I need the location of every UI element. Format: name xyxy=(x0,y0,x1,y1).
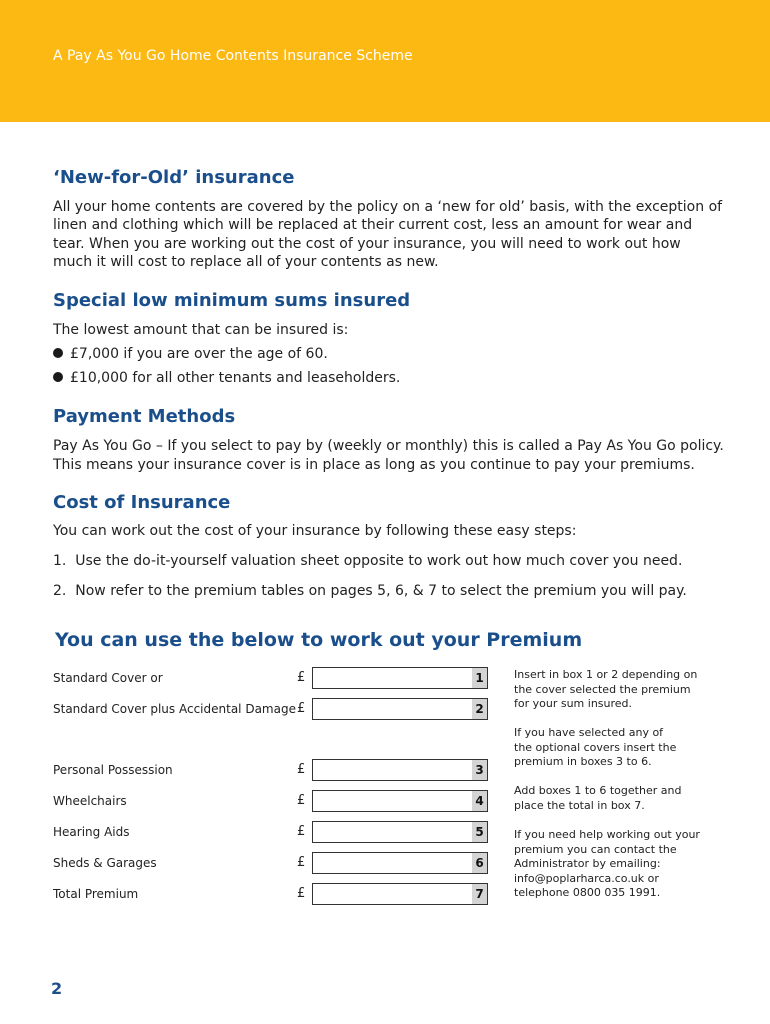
note-optional-covers xyxy=(514,726,714,770)
pound-sign: £ xyxy=(297,762,306,777)
minimum-sums-intro: The lowest amount that can be insured is: xyxy=(53,322,349,338)
note-line: Insert in box 1 or 2 depending on xyxy=(514,668,698,681)
heading-minimum-sums: Special low minimum sums insured xyxy=(53,290,411,311)
box-number: 3 xyxy=(472,760,487,780)
form-label-wheelchairs: Wheelchairs xyxy=(53,794,127,808)
heading-new-for-old: ‘New-for-Old’ insurance xyxy=(53,167,295,188)
premium-input-4[interactable] xyxy=(315,792,469,810)
form-label-total-premium: Total Premium xyxy=(53,887,139,901)
paragraph-line: Pay As You Go – If you select to pay by (weekly or monthly) this is called a Pay As You Go policy. xyxy=(53,438,724,454)
pound-sign: £ xyxy=(297,855,306,870)
premium-input-6[interactable] xyxy=(315,854,469,872)
bullet-text: £10,000 for all other tenants and leaseholders. xyxy=(70,370,401,386)
form-label-standard-cover: Standard Cover or xyxy=(53,671,163,685)
note-line: place the total in box 7. xyxy=(514,798,645,812)
paragraph-line: much it will cost to replace all of your contents as new. xyxy=(53,254,439,270)
bullet-item xyxy=(53,370,400,386)
note-line: premium you can contact the xyxy=(514,842,677,856)
bullet-icon xyxy=(53,372,63,382)
header-banner xyxy=(0,0,770,122)
pound-sign: £ xyxy=(297,670,306,685)
step-item: 2. Now refer to the premium tables on pages 5, 6, & 7 to select the premium you will pay. xyxy=(53,583,687,599)
premium-input-2[interactable] xyxy=(315,700,469,718)
heading-premium-form: You can use the below to work out your Premium xyxy=(55,629,583,651)
box-number: 4 xyxy=(472,791,487,811)
box-number: 5 xyxy=(472,822,487,842)
paragraph-line: This means your insurance cover is in place as long as you continue to pay your premiums. xyxy=(53,457,695,473)
bullet-text: £7,000 if you are over the age of 60. xyxy=(70,346,328,362)
pound-sign: £ xyxy=(297,793,306,808)
box-number: 7 xyxy=(472,884,487,904)
note-contact xyxy=(514,828,714,901)
form-label-accidental-damage: Standard Cover plus Accidental Damage xyxy=(53,702,296,716)
note-box-1-2 xyxy=(514,668,714,712)
premium-input-1[interactable] xyxy=(315,669,469,687)
premium-input-5[interactable] xyxy=(315,823,469,841)
pound-sign: £ xyxy=(297,886,306,901)
form-label-sheds-garages: Sheds & Garages xyxy=(53,856,157,870)
note-total xyxy=(514,784,714,813)
box-number: 2 xyxy=(472,699,487,719)
premium-box-7[interactable] xyxy=(312,883,488,905)
paragraph-line: tear. When you are working out the cost of your insurance, you will need to work out how xyxy=(53,236,681,252)
step-item: 1. Use the do-it-yourself valuation sheet opposite to work out how much cover you need. xyxy=(53,553,683,569)
note-line: If you need help working out your xyxy=(514,828,700,841)
paragraph-line: linen and clothing which will be replaced at their current cost, less an amount for wear and xyxy=(53,217,693,233)
contact-email[interactable]: info@poplarharca.co.uk or xyxy=(514,871,659,885)
form-label-hearing-aids: Hearing Aids xyxy=(53,825,130,839)
note-line: Add boxes 1 to 6 together and xyxy=(514,784,682,797)
premium-box-4[interactable] xyxy=(312,790,488,812)
note-line: premium in boxes 3 to 6. xyxy=(514,755,652,769)
premium-box-2[interactable] xyxy=(312,698,488,720)
premium-box-1[interactable] xyxy=(312,667,488,689)
premium-box-5[interactable] xyxy=(312,821,488,843)
cost-intro: You can work out the cost of your insurance by following these easy steps: xyxy=(53,523,577,539)
header-title: A Pay As You Go Home Contents Insurance Scheme xyxy=(53,48,413,64)
note-line: If you have selected any of xyxy=(514,726,664,739)
note-line: the cover selected the premium xyxy=(514,682,691,696)
contact-phone: telephone 0800 035 1991. xyxy=(514,886,661,900)
pound-sign: £ xyxy=(297,824,306,839)
premium-box-3[interactable] xyxy=(312,759,488,781)
box-number: 1 xyxy=(472,668,487,688)
note-line: for your sum insured. xyxy=(514,697,633,711)
paragraph-line: All your home contents are covered by the policy on a ‘new for old’ basis, with the exception of xyxy=(53,199,723,215)
premium-input-7[interactable] xyxy=(315,885,469,903)
heading-payment-methods: Payment Methods xyxy=(53,406,236,427)
bullet-item xyxy=(53,346,328,362)
box-number: 6 xyxy=(472,853,487,873)
premium-box-6[interactable] xyxy=(312,852,488,874)
note-line: the optional covers insert the xyxy=(514,740,677,754)
page-number: 2 xyxy=(51,979,63,998)
bullet-icon xyxy=(53,348,63,358)
form-label-personal-possession: Personal Possession xyxy=(53,763,173,777)
premium-input-3[interactable] xyxy=(315,761,469,779)
pound-sign: £ xyxy=(297,701,306,716)
heading-cost-of-insurance: Cost of Insurance xyxy=(53,492,231,513)
note-line: Administrator by emailing: xyxy=(514,857,661,871)
